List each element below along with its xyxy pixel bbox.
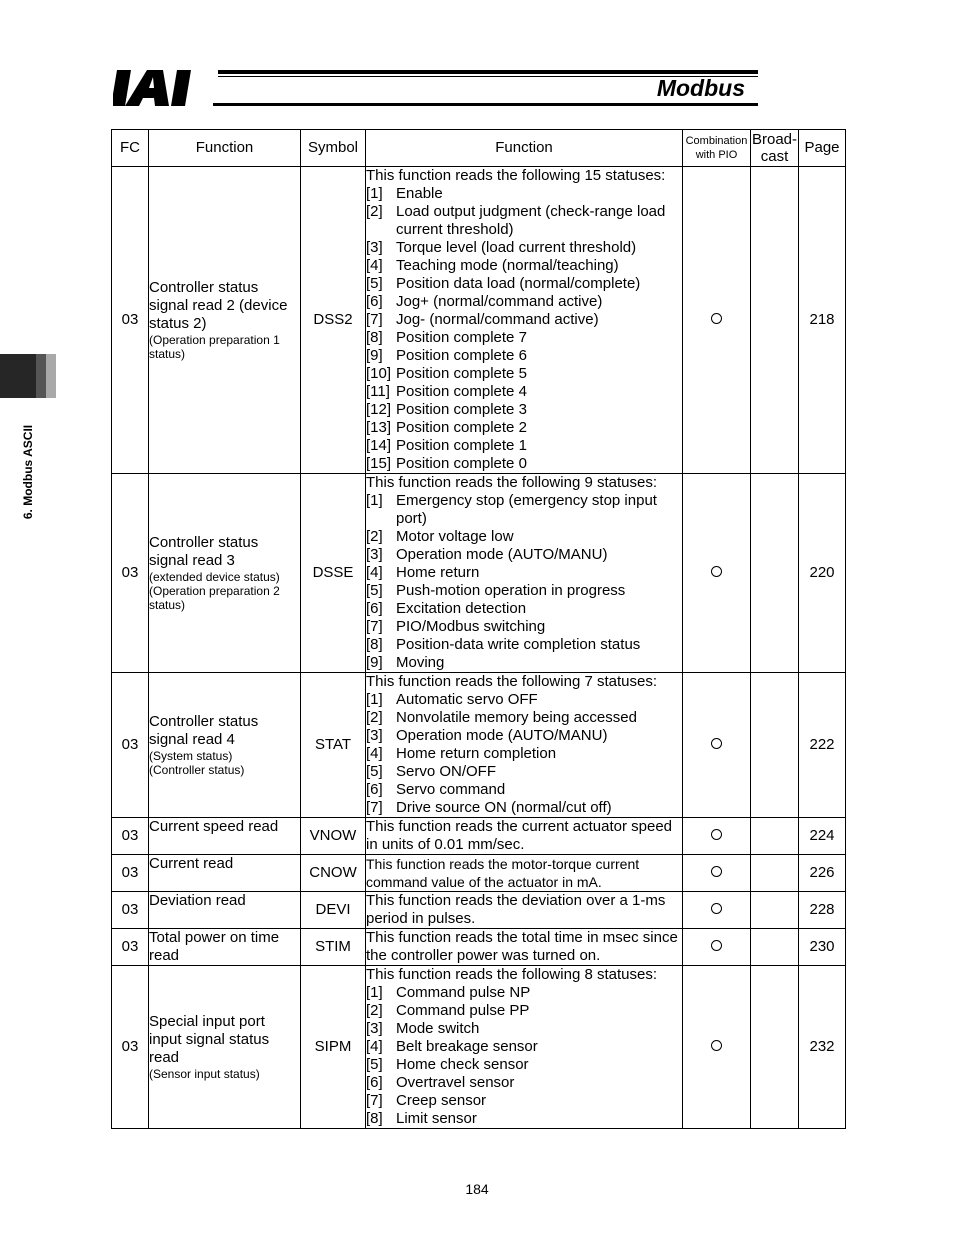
- status-item-text: Automatic servo OFF: [396, 691, 538, 708]
- col-header-page: Page: [799, 130, 846, 167]
- status-item-text: Position complete 1: [396, 437, 527, 454]
- status-item: [366, 600, 682, 618]
- broadcast-cell: [751, 474, 799, 673]
- function-table: [111, 129, 846, 1129]
- status-item: [366, 582, 682, 600]
- status-item-number: [7]: [366, 311, 383, 328]
- status-item: [366, 1110, 682, 1128]
- status-item-text: Drive source ON (normal/cut off): [396, 799, 612, 816]
- status-item: [366, 257, 682, 275]
- status-item-text: Position data load (normal/complete): [396, 275, 641, 292]
- pio-cell: [683, 167, 751, 474]
- status-item-number: [2]: [366, 203, 383, 220]
- status-item-number: [1]: [366, 691, 383, 708]
- status-item: [366, 311, 682, 329]
- status-item-number: [2]: [366, 528, 383, 545]
- status-item: [366, 1038, 682, 1056]
- table-body: [112, 167, 846, 1129]
- status-item-text: Servo command: [396, 781, 506, 798]
- table-row: [112, 892, 846, 929]
- function-name: Current speed read: [149, 818, 279, 835]
- status-item-number: [4]: [366, 1038, 383, 1055]
- circle-mark-icon: [711, 903, 722, 914]
- circle-mark-icon: [711, 738, 722, 749]
- status-item-text: Position complete 3: [396, 401, 527, 418]
- status-item-number: [12]: [366, 401, 392, 418]
- description-intro: This function reads the following 9 statuses:: [366, 474, 657, 491]
- fc-cell: 03: [112, 855, 149, 892]
- status-item: [366, 347, 682, 365]
- status-item: [366, 1074, 682, 1092]
- status-item: [366, 763, 682, 781]
- pio-cell: [683, 966, 751, 1129]
- page-cell: 220: [799, 474, 846, 673]
- status-item: [366, 528, 682, 546]
- status-item-number: [10]: [366, 365, 392, 382]
- table-row: [112, 167, 846, 474]
- description-cell: [366, 929, 683, 966]
- col-header-symbol: Symbol: [301, 130, 366, 167]
- status-item: [366, 419, 682, 437]
- description-intro: This function reads the total time in msec since the controller power was turned on.: [366, 929, 678, 964]
- symbol-cell: DSSE: [301, 474, 366, 673]
- status-item-text: Position complete 7: [396, 329, 527, 346]
- fc-cell: 03: [112, 966, 149, 1129]
- status-item: [366, 455, 682, 473]
- pio-cell: [683, 855, 751, 892]
- chapter-label: 6. Modbus ASCII: [21, 424, 35, 520]
- status-item-number: [8]: [366, 329, 383, 346]
- symbol-cell: CNOW: [301, 855, 366, 892]
- fc-cell: 03: [112, 929, 149, 966]
- function-name: Controller status signal read 4: [149, 713, 259, 748]
- page-cell: 232: [799, 966, 846, 1129]
- status-item: [366, 691, 682, 709]
- col-header-description: Function: [366, 130, 683, 167]
- status-item: [366, 564, 682, 582]
- status-item-text: Nonvolatile memory being accessed: [396, 709, 637, 726]
- status-item-text: Excitation detection: [396, 600, 527, 617]
- status-item-number: [3]: [366, 239, 383, 256]
- circle-mark-icon: [711, 566, 722, 577]
- status-item-number: [9]: [366, 347, 383, 364]
- description-cell: [366, 855, 683, 892]
- description-intro: This function reads the deviation over a 1-ms period in pulses.: [366, 892, 666, 927]
- status-item-text: Limit sensor: [396, 1110, 477, 1127]
- status-item-text: Position complete 4: [396, 383, 527, 400]
- description-intro: This function reads the following 8 statuses:: [366, 966, 657, 983]
- page-cell: 224: [799, 818, 846, 855]
- status-item-text: Creep sensor: [396, 1092, 487, 1109]
- broadcast-cell: [751, 167, 799, 474]
- function-name: Current read: [149, 855, 234, 872]
- circle-mark-icon: [711, 829, 722, 840]
- fc-cell: 03: [112, 892, 149, 929]
- function-name-cell: [149, 855, 301, 892]
- status-item-number: [15]: [366, 455, 392, 472]
- status-item-text: Teaching mode (normal/teaching): [396, 257, 619, 274]
- function-subnote: (Sensor input status): [149, 1067, 260, 1081]
- status-item-text: Position-data write completion status: [396, 636, 641, 653]
- status-item-number: [3]: [366, 546, 383, 563]
- function-subnote: (Operation preparation 2 status): [149, 584, 280, 612]
- description-intro: This function reads the current actuator speed in units of 0.01 mm/sec.: [366, 818, 673, 853]
- description-cell: [366, 474, 683, 673]
- status-item-number: [3]: [366, 727, 383, 744]
- chapter-tab: [0, 354, 36, 398]
- status-item-number: [11]: [366, 383, 390, 400]
- status-item: [366, 293, 682, 311]
- status-item-number: [4]: [366, 564, 383, 581]
- function-name-cell: [149, 474, 301, 673]
- status-item-number: [6]: [366, 781, 383, 798]
- status-item-text: Position complete 2: [396, 419, 527, 436]
- page-cell: 230: [799, 929, 846, 966]
- iai-logo: [113, 70, 213, 106]
- status-item-number: [1]: [366, 492, 383, 509]
- table-row: [112, 855, 846, 892]
- description-cell: [366, 966, 683, 1129]
- status-item: [366, 185, 682, 203]
- status-item-number: [3]: [366, 1020, 383, 1037]
- description-cell: [366, 892, 683, 929]
- fc-cell: 03: [112, 474, 149, 673]
- status-item: [366, 383, 682, 401]
- broadcast-cell: [751, 818, 799, 855]
- status-item: [366, 781, 682, 799]
- col-header-function: Function: [149, 130, 301, 167]
- function-name-cell: [149, 818, 301, 855]
- function-name-cell: [149, 167, 301, 474]
- function-name: Controller status signal read 2 (device status 2): [149, 279, 288, 332]
- status-item: [366, 1056, 682, 1074]
- status-item-text: Home return: [396, 564, 480, 581]
- circle-mark-icon: [711, 1040, 722, 1051]
- description-intro: This function reads the following 7 statuses:: [366, 673, 657, 690]
- fc-cell: 03: [112, 818, 149, 855]
- status-item-text: Load output judgment (check-range load current threshold): [396, 203, 666, 238]
- status-item-text: Torque level (load current threshold): [396, 239, 637, 256]
- table-row: [112, 929, 846, 966]
- symbol-cell: DEVI: [301, 892, 366, 929]
- status-item-number: [5]: [366, 582, 383, 599]
- status-item-number: [2]: [366, 1002, 383, 1019]
- broadcast-cell: [751, 929, 799, 966]
- status-item: [366, 1020, 682, 1038]
- pio-cell: [683, 892, 751, 929]
- status-item-text: Motor voltage low: [396, 528, 514, 545]
- chapter-tab-shade: [36, 354, 46, 398]
- status-item-number: [5]: [366, 1056, 383, 1073]
- function-name: Controller status signal read 3: [149, 534, 259, 569]
- col-header-broadcast: Broad-cast: [751, 131, 798, 165]
- function-subnote: (Operation preparation 1 status): [149, 333, 280, 361]
- description-cell: [366, 167, 683, 474]
- circle-mark-icon: [711, 313, 722, 324]
- status-item-text: Moving: [396, 654, 445, 671]
- status-item-text: Mode switch: [396, 1020, 480, 1037]
- pio-cell: [683, 474, 751, 673]
- function-name-cell: [149, 673, 301, 818]
- symbol-cell: STIM: [301, 929, 366, 966]
- page-cell: 226: [799, 855, 846, 892]
- page-cell: 218: [799, 167, 846, 474]
- broadcast-cell: [751, 855, 799, 892]
- status-item-number: [8]: [366, 1110, 383, 1127]
- status-item-text: Operation mode (AUTO/MANU): [396, 546, 608, 563]
- status-item: [366, 1092, 682, 1110]
- function-subnote: (System status): [149, 749, 233, 763]
- status-item-number: [7]: [366, 799, 383, 816]
- function-name: Special input port input signal status read: [149, 1013, 270, 1066]
- function-name: Total power on time read: [149, 929, 280, 964]
- description-cell: [366, 818, 683, 855]
- status-item: [366, 401, 682, 419]
- pio-cell: [683, 818, 751, 855]
- status-item: [366, 636, 682, 654]
- status-item-text: Home check sensor: [396, 1056, 529, 1073]
- status-item-text: Position complete 0: [396, 455, 527, 472]
- function-subnote: (Controller status): [149, 763, 245, 777]
- status-item: [366, 799, 682, 817]
- status-item: [366, 546, 682, 564]
- status-item-text: Push-motion operation in progress: [396, 582, 626, 599]
- status-item: [366, 437, 682, 455]
- status-item-number: [4]: [366, 257, 383, 274]
- status-item: [366, 492, 682, 528]
- status-item-text: Home return completion: [396, 745, 557, 762]
- table-row: [112, 474, 846, 673]
- status-item-text: Command pulse PP: [396, 1002, 530, 1019]
- chapter-tab-light: [46, 354, 56, 398]
- status-item-text: Operation mode (AUTO/MANU): [396, 727, 608, 744]
- status-item: [366, 275, 682, 293]
- status-item-number: [7]: [366, 1092, 383, 1109]
- function-name-cell: [149, 966, 301, 1129]
- status-item: [366, 1002, 682, 1020]
- status-item-number: [1]: [366, 185, 383, 202]
- function-name-cell: [149, 892, 301, 929]
- pio-cell: [683, 673, 751, 818]
- table-header-row: [112, 130, 846, 167]
- status-item-number: [6]: [366, 293, 383, 310]
- status-item-number: [6]: [366, 1074, 383, 1091]
- status-item: [366, 203, 682, 239]
- page-cell: 228: [799, 892, 846, 929]
- header-title: Modbus: [656, 75, 745, 101]
- status-item: [366, 329, 682, 347]
- broadcast-cell: [751, 966, 799, 1129]
- status-item-number: [14]: [366, 437, 392, 454]
- header-rule-bottom: [213, 103, 758, 106]
- status-item: [366, 654, 682, 672]
- status-item: [366, 727, 682, 745]
- symbol-cell: DSS2: [301, 167, 366, 474]
- symbol-cell: VNOW: [301, 818, 366, 855]
- status-item: [366, 709, 682, 727]
- page-number: 184: [465, 1181, 489, 1197]
- broadcast-cell: [751, 673, 799, 818]
- header-rule-top: [218, 70, 758, 74]
- symbol-cell: STAT: [301, 673, 366, 818]
- description-intro: This function reads the motor-torque current command value of the actuator in mA.: [366, 856, 640, 890]
- page-cell: 222: [799, 673, 846, 818]
- function-name: Deviation read: [149, 892, 246, 909]
- status-item: [366, 745, 682, 763]
- status-item-text: Enable: [396, 185, 443, 202]
- col-header-fc: FC: [112, 130, 149, 167]
- status-item: [366, 618, 682, 636]
- status-item-text: PIO/Modbus switching: [396, 618, 546, 635]
- status-item-number: [13]: [366, 419, 392, 436]
- status-item-text: Position complete 5: [396, 365, 527, 382]
- description-intro: This function reads the following 15 statuses:: [366, 167, 666, 184]
- status-item-text: Command pulse NP: [396, 984, 531, 1001]
- status-item-number: [8]: [366, 636, 383, 653]
- circle-mark-icon: [711, 866, 722, 877]
- status-item-number: [5]: [366, 275, 383, 292]
- fc-cell: 03: [112, 673, 149, 818]
- status-item: [366, 239, 682, 257]
- description-cell: [366, 673, 683, 818]
- table-row: [112, 673, 846, 818]
- broadcast-cell: [751, 892, 799, 929]
- status-item-number: [2]: [366, 709, 383, 726]
- status-item-text: Emergency stop (emergency stop input port): [396, 492, 657, 527]
- status-item: [366, 365, 682, 383]
- symbol-cell: SIPM: [301, 966, 366, 1129]
- status-item-number: [9]: [366, 654, 383, 671]
- table-row: [112, 966, 846, 1129]
- status-item-text: Jog- (normal/command active): [396, 311, 599, 328]
- status-item-text: Belt breakage sensor: [396, 1038, 538, 1055]
- status-item-text: Position complete 6: [396, 347, 527, 364]
- table-row: [112, 818, 846, 855]
- pio-cell: [683, 929, 751, 966]
- col-header-pio: Combination with PIO: [683, 130, 751, 167]
- status-item-number: [6]: [366, 600, 383, 617]
- status-item-number: [1]: [366, 984, 383, 1001]
- fc-cell: 03: [112, 167, 149, 474]
- status-item-number: [5]: [366, 763, 383, 780]
- function-name-cell: [149, 929, 301, 966]
- status-item: [366, 984, 682, 1002]
- status-item-text: Overtravel sensor: [396, 1074, 515, 1091]
- status-item-number: [7]: [366, 618, 383, 635]
- status-item-text: Servo ON/OFF: [396, 763, 497, 780]
- status-item-text: Jog+ (normal/command active): [396, 293, 603, 310]
- function-subnote: (extended device status): [149, 570, 280, 584]
- status-item-number: [4]: [366, 745, 383, 762]
- circle-mark-icon: [711, 940, 722, 951]
